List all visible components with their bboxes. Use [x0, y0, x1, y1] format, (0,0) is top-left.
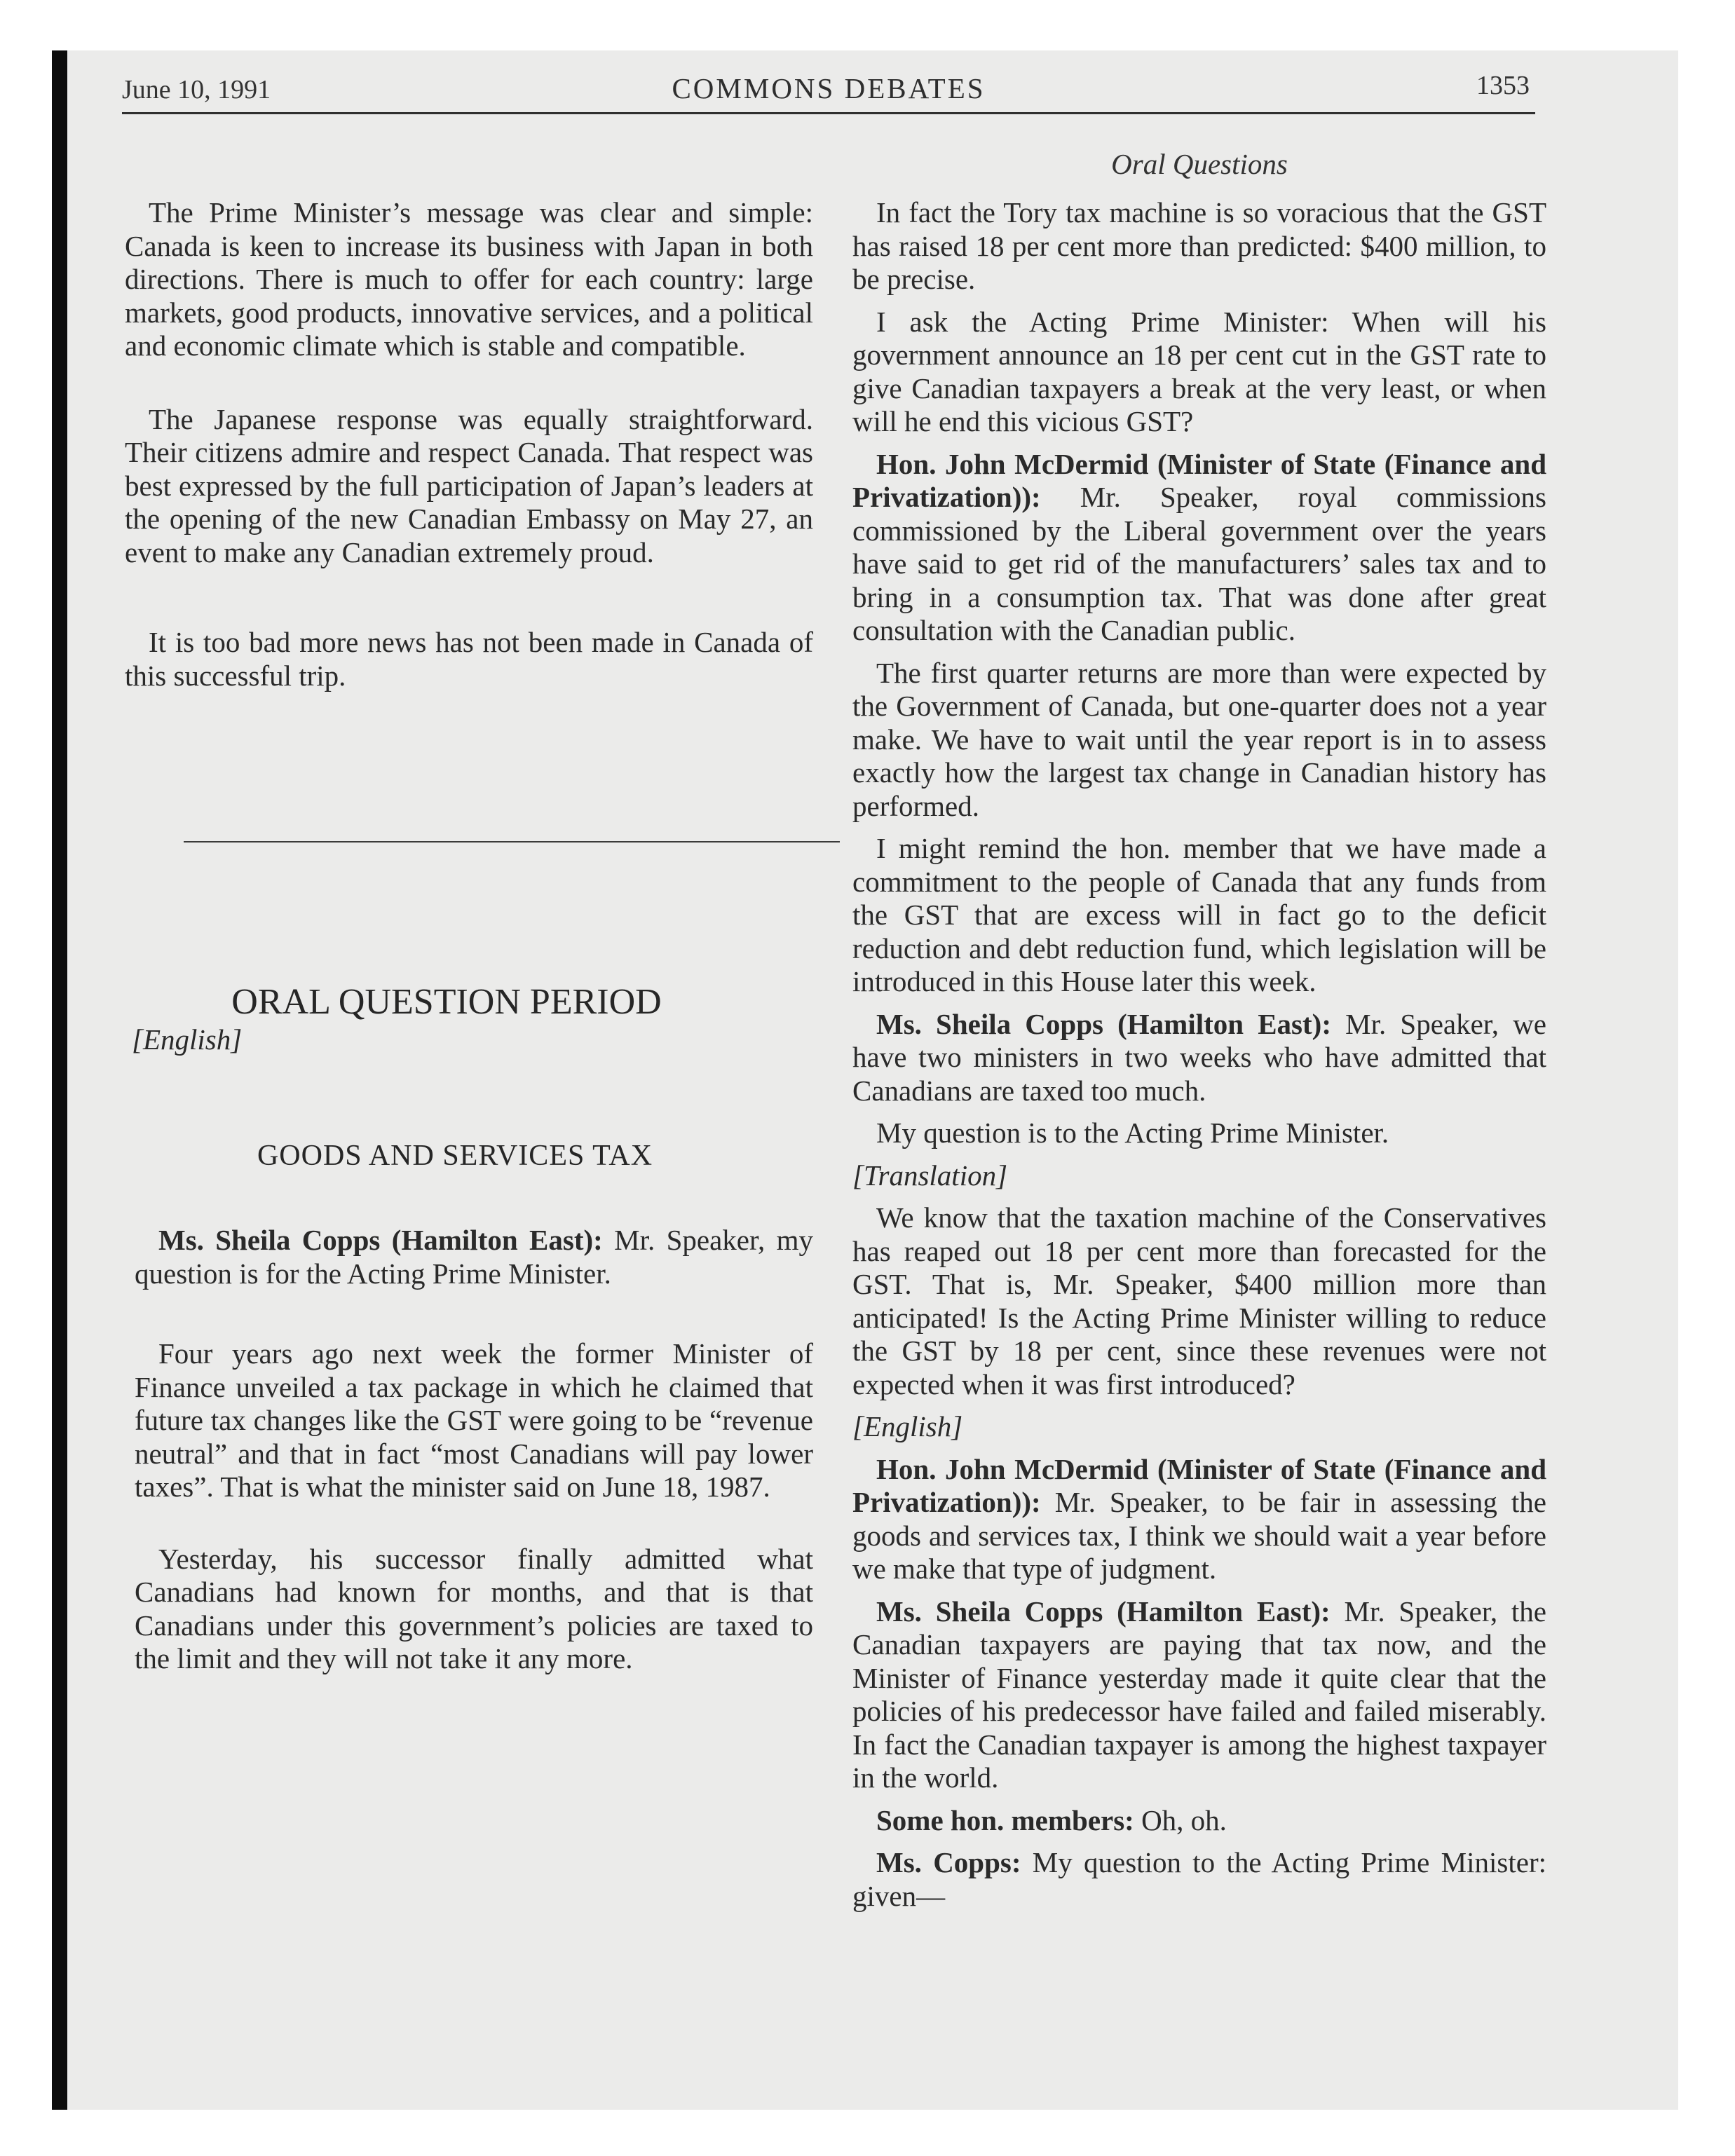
- right-column: [852, 196, 1546, 1913]
- subsection-title: GOODS AND SERVICES TAX: [257, 1139, 653, 1172]
- paragraph: [852, 1846, 1546, 1913]
- paragraph: Yesterday, his successor finally admitted what Canadians had known for months, and that is that Canadians under this government’s policies are taxed to the limit and they will not take it any more.: [135, 1542, 813, 1674]
- page-header: [122, 70, 1535, 105]
- speech-text: Oh, oh.: [1134, 1803, 1227, 1836]
- speech-text: Mr. Speaker, my question is for the Acting Prime Minister.: [135, 1224, 813, 1290]
- speech-text: Mr. Speaker, royal commissions commissioned by the Liberal government over the years have said to get rid of the manufacturers’ sales tax and to bring in a consumption tax. That was done after great consultation with the Canadian public.: [852, 481, 1546, 646]
- paragraph: [852, 448, 1546, 648]
- language-tag: [English]: [132, 1023, 243, 1056]
- paragraph: [852, 1453, 1546, 1586]
- speech-text: Mr. Speaker, we have two ministers in two weeks who have admitted that Canadians are taxed too much.: [852, 1007, 1547, 1107]
- paragraph: The Japanese response was equally straightforward. Their citizens admire and respect Canada. That respect was best expressed by the full participation of Japan’s leaders at the opening of the new Canadian Embassy on May 27, an event to make any Canadian extremely proud.: [125, 402, 813, 568]
- speaker-name: Some hon. members:: [876, 1803, 1134, 1836]
- speech-text: My question to the Acting Prime Minister: given—: [852, 1846, 1546, 1912]
- paragraph: My question is to the Acting Prime Minister.: [876, 1117, 1389, 1149]
- left-column: [125, 196, 813, 1676]
- speaker-name: Ms. Sheila Copps (Hamilton East):: [158, 1224, 603, 1256]
- section-title: ORAL QUESTION PERIOD: [231, 982, 662, 1022]
- language-tag: [Translation]: [852, 1159, 1008, 1192]
- paragraph: Four years ago next week the former Minister of Finance unveiled a tax package in which he claimed that future tax changes like the GST were going to be “revenue neutral” and that in fact “most Canadians will pay lower taxes”. That is what the minister said on June 18, 1987.: [135, 1337, 813, 1503]
- speech-text: Mr. Speaker, to be fair in assessing the goods and services tax, I think we should wait a year before we make that type of judgment.: [852, 1486, 1546, 1585]
- header-date: June 10, 1991: [122, 75, 271, 104]
- paragraph: [852, 1595, 1546, 1795]
- speaker-name: Ms. Sheila Copps (Hamilton East):: [876, 1007, 1331, 1040]
- speech-text: Mr. Speaker, the Canadian taxpayers are paying that tax now, and the Minister of Finance yesterday made it quite clear that the policies of his predecessor have failed and failed miserably. In fact the Canadian taxpayer is among the highest taxpayer in the world.: [852, 1595, 1546, 1794]
- paragraph: [125, 1224, 813, 1290]
- speaker-name: Ms. Sheila Copps (Hamilton East):: [876, 1595, 1331, 1628]
- page-number: 1353: [1476, 71, 1530, 100]
- paragraph: It is too bad more news has not been made in Canada of this successful trip.: [125, 626, 813, 692]
- paragraph: We know that the taxation machine of the Conservatives has reaped out 18 per cent more than forecasted for the GST. That is, Mr. Speaker, $400 million more than anticipated! Is the Acting Prime Minister willing to reduce the GST by 18 per cent, since these revenues were not expected when it was first introduced?: [852, 1201, 1546, 1400]
- running-head: Oral Questions: [1111, 148, 1288, 180]
- section-divider: [184, 841, 840, 842]
- header-title: COMMONS DEBATES: [672, 72, 986, 104]
- speaker-name: Hon. John McDermid (Minister of State (Finance and Privatization)):: [852, 447, 1546, 513]
- paragraph: The first quarter returns are more than were expected by the Government of Canada, but one-quarter does not a year make. We have to wait until the year report is in to assess exactly how the largest tax change in Canadian history has performed.: [852, 656, 1546, 822]
- header-rule: [122, 112, 1535, 114]
- paragraph: I might remind the hon. member that we have made a commitment to the people of Canada that any funds from the GST that are excess will in fact go to the deficit reduction and debt reduction fund, which legislation will be introduced in this House later this week.: [852, 832, 1546, 997]
- speaker-name: Hon. John McDermid (Minister of State (Finance and Privatization)):: [852, 1452, 1546, 1518]
- language-tag: [English]: [852, 1410, 963, 1442]
- paragraph: The Prime Minister’s message was clear and simple: Canada is keen to increase its business with Japan in both directions. There is much to offer for each country: large markets, good products, innovative services, and a political and economic climate which is stable and compatible.: [125, 196, 813, 362]
- paragraph: I ask the Acting Prime Minister: When will his government announce an 18 per cent cut in the GST rate to give Canadian taxpayers a break at the very least, or when will he end this vicious GST?: [852, 305, 1546, 437]
- paragraph: In fact the Tory tax machine is so voracious that the GST has raised 18 per cent more than predicted: $400 million, to be precise.: [852, 196, 1546, 295]
- paragraph: [852, 1804, 1546, 1838]
- paragraph: [852, 1008, 1546, 1108]
- speaker-name: Ms. Copps:: [876, 1846, 1021, 1878]
- scan-edge: [52, 50, 67, 2110]
